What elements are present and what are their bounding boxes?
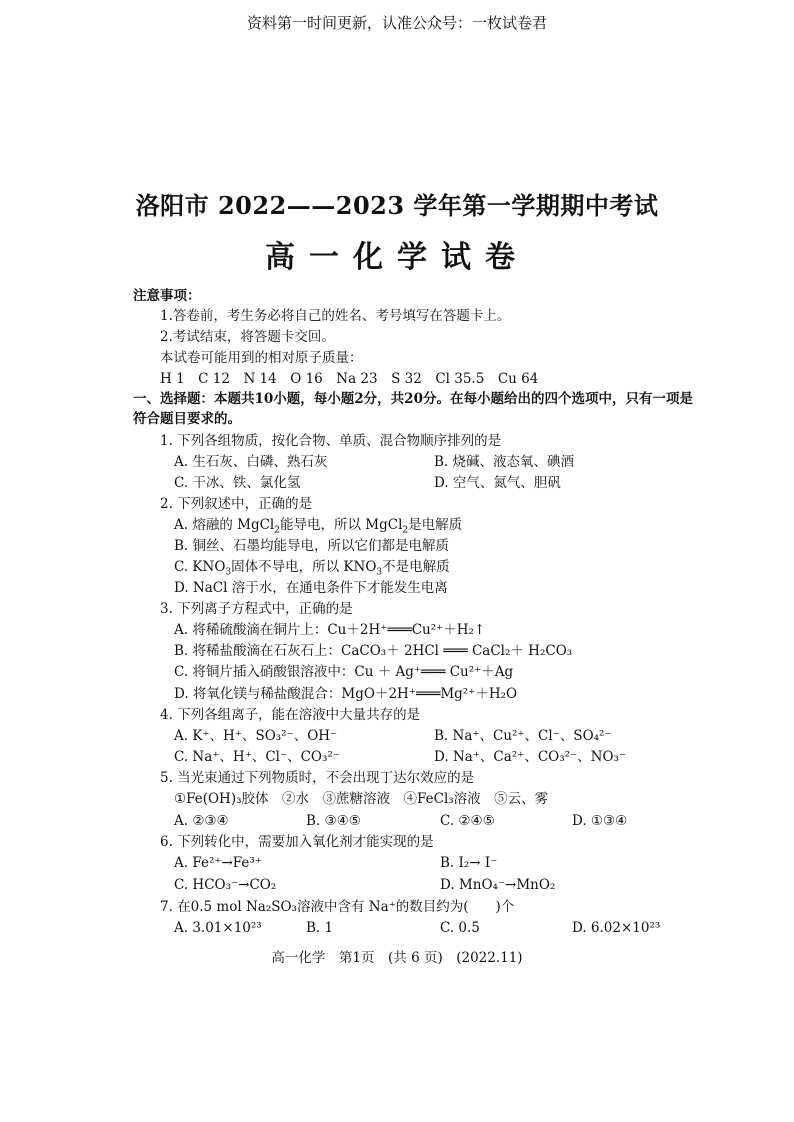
q5-option-b: B. ③④⑤: [306, 813, 361, 829]
q6-option-a: A. Fe²⁺→Fe³⁺: [174, 855, 262, 871]
section1-instructions: 一、选择题：本题共10小题，每小题2分，共20分。在每小题给出的四个选项中，只有一项是: [133, 391, 693, 407]
paper-title: 高一化学试卷: [265, 240, 529, 275]
exam-title: 洛阳市 2022——2023 学年第一学期期中考试: [135, 191, 659, 220]
atomic-masses: H 1 C 12 N 14 O 16 Na 23 S 32 Cl 35.5 Cu 64: [160, 371, 539, 387]
q6-option-d: D. MnO₄⁻→MnO₂: [440, 877, 556, 893]
atomic-mass-intro: 本试卷可能用到的相对原子质量：: [160, 350, 363, 366]
q4-stem: 4. 下列各组离子，能在溶液中大量共存的是: [160, 707, 421, 723]
q1-option-a: A. 生石灰、白磷、熟石灰: [174, 454, 328, 470]
q1-option-c: C. 干冰、铁、氯化氢: [174, 475, 301, 491]
q5-option-c: C. ②④⑤: [440, 813, 495, 829]
q6-option-b: B. I₂→ I⁻: [440, 855, 498, 871]
q3-option-a: A. 将稀硫酸滴在铜片上：Cu＋2H⁺═══Cu²⁺＋H₂↑: [174, 622, 486, 638]
q6-option-c: C. HCO₃⁻→CO₂: [174, 877, 277, 893]
q7-stem: 7. 在0.5 mol Na₂SO₃溶液中含有 Na⁺的数目约为( )个: [160, 899, 515, 915]
q4-option-d: D. Na⁺、Ca²⁺、CO₃²⁻、NO₃⁻: [434, 749, 627, 765]
q2-option-c: C. $KNO_3$固体不导电，所以 $KNO_3$不是电解质: [174, 559, 450, 578]
q6-stem: 6. 下列转化中，需要加入氧化剂才能实现的是: [160, 834, 434, 850]
q7-option-b: B. 1: [306, 920, 334, 936]
q2-option-d: D. NaCl 溶于水，在通电条件下才能发生电离: [174, 580, 448, 596]
q2-option-b: B. 铜丝、石墨均能导电，所以它们都是电解质: [174, 538, 450, 554]
q5-option-d: D. ①③④: [572, 813, 628, 829]
q1-option-b: B. 烧碱、液态氧、碘酒: [434, 454, 575, 470]
header-note: 资料第一时间更新，认准公众号：一枚试卷君: [246, 14, 547, 32]
section1-instructions-cont: 符合题目要求的。: [133, 411, 241, 427]
q7-option-d: D. 6.02×10²³: [572, 920, 661, 936]
notice-heading: 注意事项：: [133, 288, 201, 304]
q3-option-d: D. 将氧化镁与稀盐酸混合：MgO＋2H⁺═══Mg²⁺＋H₂O: [174, 686, 518, 702]
q5-items: ①Fe(OH)₃胶体 ②水 ③蔗糖溶液 ④FeCl₃溶液 ⑤云、雾: [174, 791, 549, 807]
q4-option-a: A. K⁺、H⁺、SO₃²⁻、OH⁻: [174, 728, 338, 744]
q3-option-b: B. 将稀盐酸滴在石灰石上：CaCO₃＋ 2HCl ═══ CaCl₂＋ H₂CO₃: [174, 643, 573, 659]
q4-option-c: C. Na⁺、H⁺、Cl⁻、CO₃²⁻: [174, 749, 340, 765]
q4-option-b: B. Na⁺、Cu²⁺、Cl⁻、SO₄²⁻: [434, 728, 612, 744]
q7-option-a: A. 3.01×10²³: [174, 920, 262, 936]
notice-item-1: 1.答卷前，考生务必将自己的姓名、考号填写在答题卡上。: [160, 308, 511, 324]
q1-stem: 1. 下列各组物质，按化合物、单质、混合物顺序排列的是: [160, 433, 502, 449]
page-footer: 高一化学 第1页 (共 6 页) (2022.11): [271, 950, 523, 966]
q3-stem: 3. 下列离子方程式中，正确的是: [160, 601, 353, 617]
q2-stem: 2. 下列叙述中，正确的是: [160, 496, 313, 512]
q5-option-a: A. ②③④: [174, 813, 229, 829]
q1-option-d: D. 空气、氮气、胆矾: [434, 475, 561, 491]
q3-option-c: C. 将铜片插入硝酸银溶液中：Cu ＋ Ag⁺═══ Cu²⁺＋Ag: [174, 664, 514, 680]
q5-stem: 5. 当光束通过下列物质时，不会出现丁达尔效应的是: [160, 770, 475, 786]
q7-option-c: C. 0.5: [440, 920, 480, 936]
q2-option-a: A. 熔融的 MgCl$_2$能导电，所以 MgCl$_2$是电解质: [174, 517, 463, 536]
notice-item-2: 2.考试结束，将答题卡交回。: [160, 329, 335, 345]
